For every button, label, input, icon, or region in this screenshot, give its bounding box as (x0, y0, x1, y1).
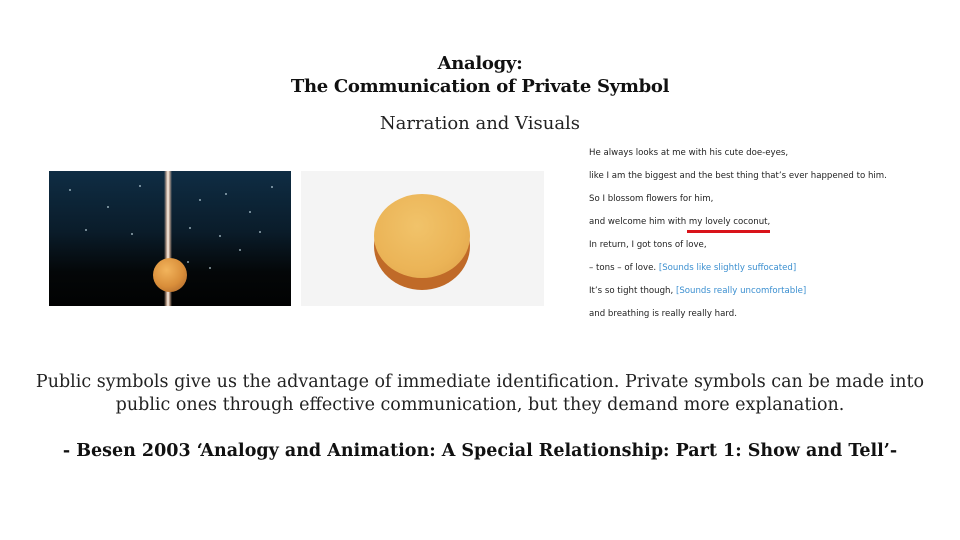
citation: - Besen 2003 ‘Analogy and Animation: A Special Relationship: Part 1: Show and Tell’- (62, 441, 898, 461)
narration-line-text: So I blossom flowers for him, (589, 194, 714, 204)
star-dot (271, 186, 273, 188)
narration-line-text: – tons – of love. (589, 263, 659, 273)
narration-line-text: like I am the biggest and the best thing that’s ever happened to him. (589, 171, 887, 181)
slide-subtitle: Narration and Visuals (379, 113, 581, 134)
narration-line (589, 169, 887, 183)
narration-line (589, 215, 770, 229)
narration-line (589, 192, 713, 206)
red-underline (687, 230, 770, 233)
coconut-disc-top (374, 194, 470, 278)
narration-line (589, 284, 806, 298)
star-dot (199, 199, 201, 201)
narration-line-text: In return, I got tons of love, (589, 240, 707, 250)
body-line-2: public ones through effective communication, but they demand more explanation. (115, 395, 845, 415)
body-line-1: Public symbols give us the advantage of immediate identification. Private symbols can be made into (35, 372, 925, 392)
narration-line-text: and breathing is really really hard. (589, 309, 737, 319)
space-planet-image (49, 171, 291, 306)
star-dot (107, 206, 109, 208)
star-dot (187, 261, 189, 263)
slide-title (0, 52, 960, 98)
narration-line (589, 238, 707, 252)
body-paragraph (30, 371, 930, 417)
narration-line-text: He always looks at me with his cute doe-eyes, (589, 148, 789, 158)
narration-line (589, 146, 788, 160)
underlined-phrase-text: my lovely coconut (688, 217, 768, 227)
narration-line (589, 261, 796, 275)
star-dot (69, 189, 71, 191)
star-dot (259, 231, 261, 233)
planet-sphere (153, 258, 187, 292)
star-dot (209, 267, 211, 269)
narration-line (589, 307, 737, 321)
star-dot (189, 227, 191, 229)
coconut-image (301, 171, 544, 306)
narration-line-suffix: , (767, 217, 771, 227)
star-dot (239, 249, 241, 251)
narration-line-text: It’s so tight though, (589, 286, 676, 296)
star-dot (139, 185, 141, 187)
underlined-phrase (689, 215, 768, 229)
star-dot (249, 211, 251, 213)
title-line-2: The Communication of Private Symbol (290, 76, 670, 97)
star-dot (225, 193, 227, 195)
star-dot (219, 235, 221, 237)
title-line-1: Analogy: (437, 53, 523, 74)
star-dot (131, 233, 133, 235)
sound-annotation: [Sounds really uncomfortable] (675, 286, 807, 296)
star-dot (85, 229, 87, 231)
sound-annotation: [Sounds like slightly suffocated] (658, 263, 797, 273)
narration-line-text: and welcome him with (589, 217, 689, 227)
